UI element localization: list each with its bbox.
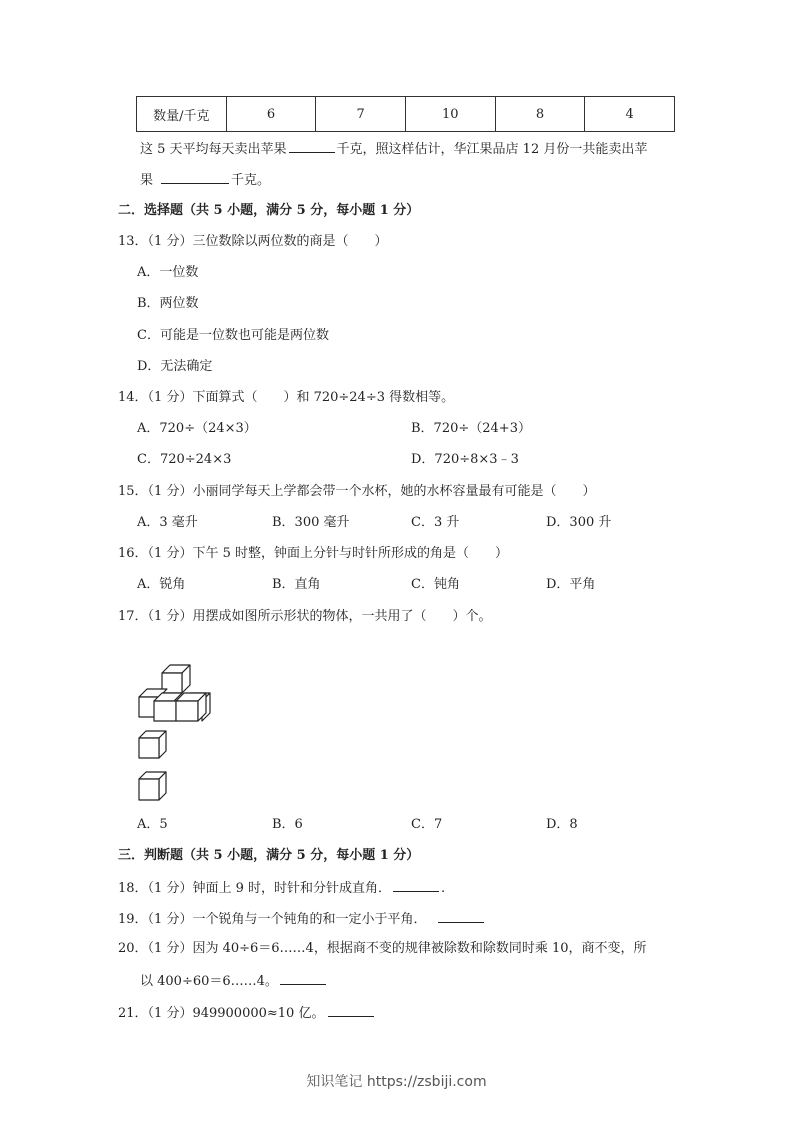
table-cell: 4 [585,97,675,132]
option-b[interactable]: B．720÷（24+3） [411,421,531,436]
option-d[interactable]: D．无法确定 [137,359,213,374]
table-cell: 8 [495,97,585,132]
question-stem: 19．（1 分）一个锐角与一个钝角的和一定小于平角． [118,912,427,927]
section-heading: 三．判断题（共 5 小题，满分 5 分，每小题 1 分） [118,848,420,863]
option-a[interactable]: A．3 毫升 [137,515,198,530]
q18-line [118,878,445,898]
table-row [137,97,675,132]
q18-end: . [440,881,446,896]
question-stem-cont: 以 400÷60＝6……4。 [140,974,278,989]
answer-blank[interactable] [289,139,335,153]
option-b[interactable]: B．直角 [272,577,321,592]
option-c[interactable]: C．7 [411,817,443,832]
question-stem: 14．（1 分）下面算式（ ）和 720÷24÷3 得数相等。 [118,390,455,405]
option-d[interactable]: D．300 升 [546,515,612,530]
option-a[interactable]: A．5 [137,817,168,832]
option-c[interactable]: C．可能是一位数也可能是两位数 [137,328,329,343]
option-c[interactable]: C．钝角 [411,577,460,592]
question-stem: 20．（1 分）因为 40÷6＝6……4，根据商不变的规律被除数和除数同时乘 10，商不变，所 [118,941,647,956]
question-stem: 18．（1 分）钟面上 9 时，时针和分针成直角． [118,881,391,896]
sales-table [136,96,675,132]
q12-line2 [140,170,270,190]
cube-view-2 [136,768,170,804]
answer-blank[interactable] [393,878,439,892]
option-b[interactable]: B．6 [272,817,303,832]
answer-blank[interactable] [438,909,484,923]
q12-text-d: 千克。 [231,173,271,188]
option-c[interactable]: C．3 升 [411,515,460,530]
option-a[interactable]: A．720÷（24×3） [137,421,257,436]
q12-text-a: 这 5 天平均每天卖出苹果 [140,142,287,157]
table-cell: 7 [316,97,406,132]
q19-line [118,909,486,929]
question-stem: 21．（1 分）949900000≈10 亿。 [118,1006,325,1021]
table-cell: 6 [226,97,316,132]
option-d[interactable]: D．8 [546,817,578,832]
table-cell: 10 [405,97,495,132]
question-stem: 15．（1 分）小丽同学每天上学都会带一个水杯，她的水杯容量最有可能是（ ） [118,484,596,499]
question-stem: 13．（1 分）三位数除以两位数的商是（ ） [118,234,388,249]
option-d[interactable]: D．平角 [546,577,596,592]
cube-figure-front [130,655,230,730]
option-d[interactable]: D．720÷8×3﹣3 [411,452,519,467]
q12-line1 [140,139,647,159]
q20-line2 [140,971,328,991]
option-c[interactable]: C．720÷24×3 [137,452,232,467]
answer-blank[interactable] [328,1003,374,1017]
question-stem: 16．（1 分）下午 5 时整，钟面上分针与时针所形成的角是（ ） [118,546,508,561]
option-a[interactable]: A．一位数 [137,265,199,280]
answer-blank[interactable] [161,170,229,184]
answer-blank[interactable] [280,971,326,985]
cube-view-1 [136,728,170,762]
question-stem: 17．（1 分）用摆成如图所示形状的物体，一共用了（ ）个。 [118,609,492,624]
q21-line [118,1003,376,1023]
option-a[interactable]: A．锐角 [137,577,186,592]
q12-text-b: 千克，照这样估计，华江果品店 12 月份一共能卖出苹 [336,142,648,157]
q12-text-c: 果 [140,173,154,188]
footer-watermark[interactable]: 知识笔记 https://zsbiji.com [306,1074,487,1090]
option-b[interactable]: B．300 毫升 [272,515,350,530]
section-heading: 二．选择题（共 5 小题，满分 5 分，每小题 1 分） [118,203,420,218]
table-header-cell: 数量/千克 [137,97,227,132]
option-b[interactable]: B．两位数 [137,296,199,311]
